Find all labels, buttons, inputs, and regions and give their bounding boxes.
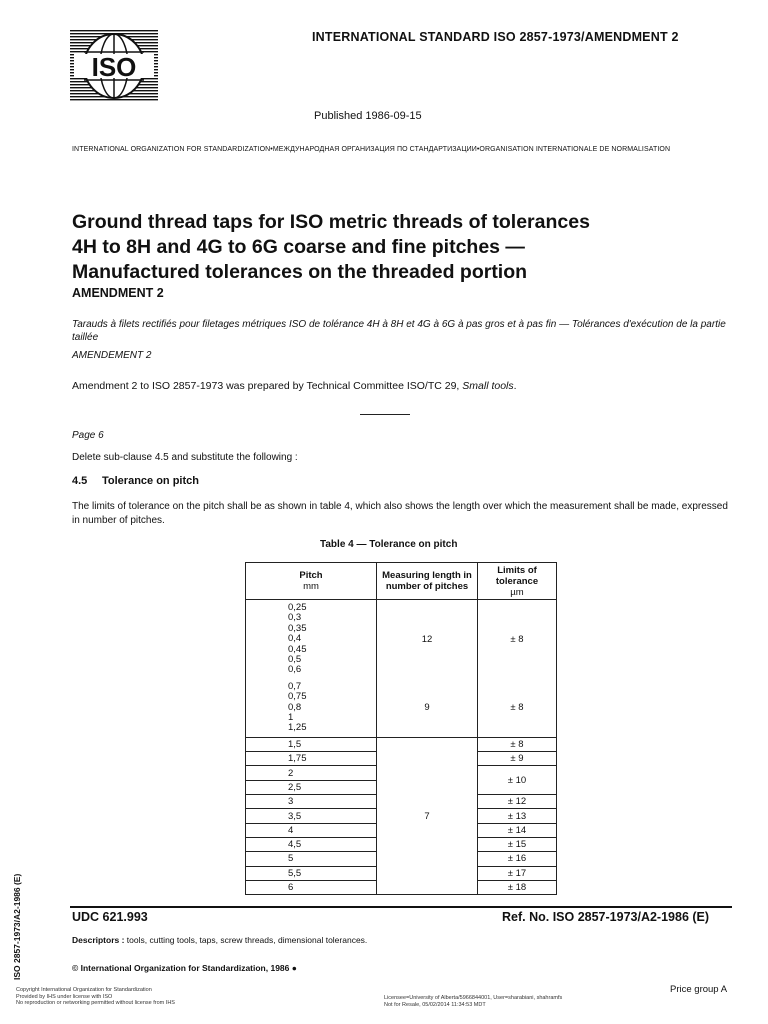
page-reference: Page 6 (72, 430, 104, 441)
table-cell: 1,75 (246, 752, 377, 766)
french-title: Tarauds à filets rectifiés pour filetages métriques ISO de tolérance 4H à 8H et 4G à 6G à pas gros et à pas fin — Tolérances d'exécution de la partie taillée (72, 319, 726, 343)
side-reference: ISO 2857-1973/A2-1986 (E) (12, 873, 22, 980)
french-amendment: AMENDEMENT 2 (72, 350, 152, 361)
organization-line: INTERNATIONAL ORGANIZATION FOR STANDARDIZATION•МЕЖДУНАРОДНАЯ ОРГАНИЗАЦИЯ ПО СТАНДАРТИЗАЦИИ•ORGANISATION INTERNATIONALE DE NORMALISATION (72, 146, 671, 153)
separator-rule (360, 414, 410, 415)
table-cell: 0,4 (288, 633, 302, 645)
table-cell: ± 10 (478, 766, 557, 795)
limit-group-1: ± 8 (478, 600, 557, 679)
table-cell: 3 (246, 795, 377, 809)
published-date: Published 1986-09-15 (314, 110, 422, 122)
table-cell: 0,45 (288, 643, 307, 655)
table-cell: ± 16 (478, 852, 557, 866)
clause-title: Tolerance on pitch (102, 475, 199, 487)
delete-instruction: Delete sub-clause 4.5 and substitute the following : (72, 452, 298, 463)
limit-group-2: ± 8 (478, 679, 557, 738)
pitch-group-2 (246, 679, 377, 738)
standard-title: INTERNATIONAL STANDARD ISO 2857-1973/AMENDMENT 2 (312, 30, 679, 44)
copyright-line: © International Organization for Standardization, 1986 ● (72, 963, 297, 973)
clause-heading (72, 475, 199, 487)
amendment-heading: AMENDMENT 2 (72, 286, 164, 300)
license-line: Copyright International Organization for Standardization (16, 987, 152, 993)
header-pitch-unit: mm (303, 581, 319, 592)
table-cell: 0,75 (288, 691, 307, 703)
tolerance-table (245, 562, 557, 895)
table-cell: ± 8 (478, 737, 557, 751)
table-cell: ± 17 (478, 866, 557, 880)
table-cell: ± 14 (478, 823, 557, 837)
pitch-group-1 (246, 600, 377, 679)
table-cell: ± 15 (478, 837, 557, 851)
table-cell: 1,5 (246, 737, 377, 751)
table-cell: 4,5 (246, 837, 377, 851)
title-line-3: Manufactured tolerances on the threaded portion (72, 261, 528, 283)
table-cell: ± 18 (478, 880, 557, 894)
measuring-group-2: 9 (377, 679, 478, 738)
table-cell: 0,5 (288, 654, 302, 666)
prepared-suffix: . (513, 380, 517, 392)
license-line: No reproduction or networking permitted without license from IHS (16, 1000, 175, 1006)
measuring-group-1: 12 (377, 600, 478, 679)
license-line: Not for Resale, 05/02/2014 11:34:53 MDT (384, 1001, 486, 1008)
table-cell: 1 (288, 712, 294, 724)
document-title (72, 210, 752, 285)
iso-logo-text: ISO (91, 52, 137, 82)
table-cell: ± 13 (478, 809, 557, 823)
prepared-prefix: Amendment 2 to ISO 2857-1973 was prepared by Technical Committee ISO/TC 29, (72, 380, 463, 392)
table-cell: 0,6 (288, 664, 302, 676)
header-pitch: Pitch mm (246, 563, 377, 600)
descriptors (72, 935, 367, 945)
limits-paragraph: The limits of tolerance on the pitch shall be as shown in table 4, which also shows the length over which the measurement shall be made, expressed in number of pitches. (72, 501, 728, 526)
descriptors-text: tools, cutting tools, taps, screw threads, dimensional tolerances. (124, 935, 368, 945)
table-cell: 4 (246, 823, 377, 837)
iso-logo (70, 30, 158, 102)
license-line: Licensee=University of Alberta/5966844001, User=sharabiani, shahramfs (384, 995, 563, 1001)
table-cell: ± 9 (478, 752, 557, 766)
table-cell: 0,35 (288, 622, 307, 634)
table-cell: 5 (246, 852, 377, 866)
title-line-1: Ground thread taps for ISO metric threads of tolerances (72, 211, 590, 233)
prepared-statement (72, 380, 517, 392)
table-caption: Table 4 — Tolerance on pitch (320, 539, 458, 550)
clause-number: 4.5 (72, 475, 88, 487)
header-limits-unit: µm (510, 586, 524, 598)
table-cell: 2,5 (246, 780, 377, 794)
license-right (384, 995, 562, 1008)
table-cell: 0,25 (288, 602, 307, 613)
table-cell: 1,25 (288, 722, 307, 734)
license-left (16, 987, 175, 1007)
reference-number: Ref. No. ISO 2857-1973/A2-1986 (E) (502, 910, 710, 924)
header-limits: Limits of tolerance µm (478, 563, 557, 600)
udc-number: UDC 621.993 (72, 910, 148, 924)
price-group: Price group A (670, 984, 728, 995)
table-cell: 0,3 (288, 612, 302, 624)
table-cell: 0,8 (288, 701, 302, 713)
footer-rule (70, 906, 732, 908)
table-cell: 3,5 (246, 809, 377, 823)
table-cell: ± 12 (478, 795, 557, 809)
table-cell: 0,7 (288, 680, 302, 692)
committee-name: Small tools (462, 380, 514, 392)
table-cell: 2 (246, 766, 377, 780)
table-cell: 5,5 (246, 866, 377, 880)
descriptors-label: Descriptors : (72, 935, 125, 945)
table-cell: 6 (246, 880, 377, 894)
title-line-2: 4H to 8H and 4G to 6G coarse and fine pitches — (72, 236, 525, 258)
measuring-group-3: 7 (377, 737, 478, 894)
header-measuring: Measuring length in number of pitches (377, 563, 478, 600)
license-line: Provided by IHS under license with ISO (16, 993, 113, 1000)
